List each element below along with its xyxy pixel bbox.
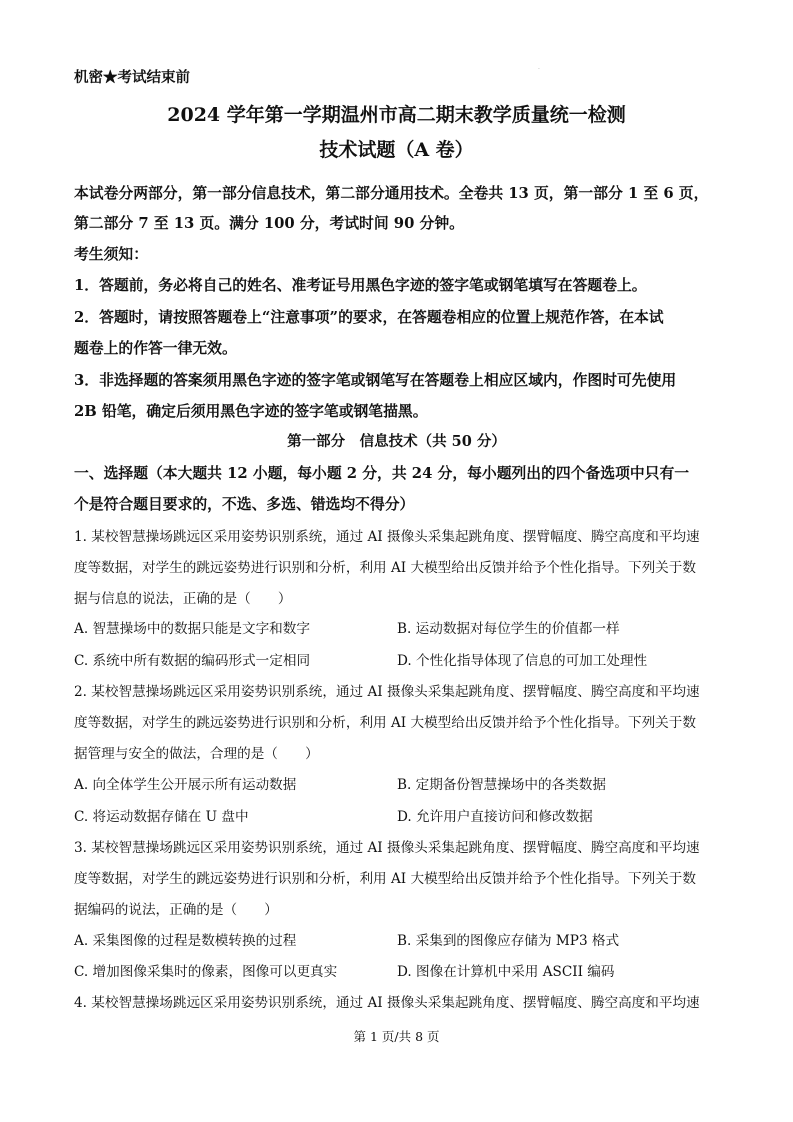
- exam-title: 2024 学年第一学期温州市高二期末教学质量统一检测: [167, 104, 626, 126]
- question-1-text: 据与信息的说法，正确的是（ ）: [74, 591, 292, 607]
- question-3-text: 度等数据，对学生的跳远姿势进行识别和分析，利用 AI 大模型给出反馈并给予个性化指导。下列关于数: [74, 871, 696, 887]
- question-3-option-c: C. 增加图像采集时的像素，图像可以更真实: [74, 964, 338, 980]
- question-3-option-d: D. 图像在计算机中采用 ASCII 编码: [397, 964, 615, 980]
- page-number: 第 1 页/共 8 页: [353, 1029, 440, 1044]
- scan-speck: ·: [538, 66, 540, 73]
- secret-label: 机密★考试结束前: [74, 69, 190, 86]
- question-1-text: 度等数据，对学生的跳远姿势进行识别和分析，利用 AI 大模型给出反馈并给予个性化指导。下列关于数: [74, 560, 696, 576]
- notice-item-cont: 2B 铅笔，确定后须用黑色字迹的签字笔或钢笔描黑。: [74, 403, 428, 420]
- question-2-option-d: D. 允许用户直接访问和修改数据: [397, 809, 593, 825]
- section-heading: 一、选择题（本大题共 12 小题，每小题 2 分，共 24 分，每小题列出的四个备选项中只有一: [74, 465, 690, 482]
- question-3-text: 3. 某校智慧操场跳远区采用姿势识别系统，通过 AI 摄像头采集起跳角度、摆臂幅度、腾空高度和平均速: [74, 840, 700, 856]
- notice-item-cont: 题卷上的作答一律无效。: [74, 340, 237, 357]
- notice-item: 3．非选择题的答案须用黑色字迹的签字笔或钢笔写在答题卷上相应区域内，作图时可先使用: [74, 372, 677, 389]
- question-2-text: 据管理与安全的做法，合理的是（ ）: [74, 746, 319, 762]
- question-1-option-d: D. 个性化指导体现了信息的可加工处理性: [397, 653, 648, 669]
- notice-item: 2．答题时，请按照答题卷上“注意事项”的要求，在答题卷相应的位置上规范作答，在本试: [74, 309, 664, 326]
- part-heading: 第一部分 信息技术（共 50 分）: [287, 433, 506, 450]
- question-3-option-a: A. 采集图像的过程是数模转换的过程: [74, 933, 297, 949]
- question-2-text: 度等数据，对学生的跳远姿势进行识别和分析，利用 AI 大模型给出反馈并给予个性化指导。下列关于数: [74, 715, 696, 731]
- question-1-option-a: A. 智慧操场中的数据只能是文字和数字: [74, 621, 310, 637]
- intro-line: 本试卷分两部分，第一部分信息技术，第二部分通用技术。全卷共 13 页，第一部分 1 至 6 页，: [74, 185, 709, 202]
- exam-subtitle: 技术试题（A 卷）: [319, 139, 474, 161]
- question-1-option-b: B. 运动数据对每位学生的价值都一样: [397, 621, 620, 637]
- section-heading-cont: 个是符合题目要求的，不选、多选、错选均不得分）: [74, 496, 415, 513]
- question-3-option-b: B. 采集到的图像应存储为 MP3 格式: [397, 933, 620, 949]
- question-2-text: 2. 某校智慧操场跳远区采用姿势识别系统，通过 AI 摄像头采集起跳角度、摆臂幅度、腾空高度和平均速: [74, 684, 700, 700]
- question-4-text: 4. 某校智慧操场跳远区采用姿势识别系统，通过 AI 摄像头采集起跳角度、摆臂幅度、腾空高度和平均速: [74, 995, 700, 1011]
- question-2-option-c: C. 将运动数据存储在 U 盘中: [74, 809, 249, 825]
- question-2-option-b: B. 定期备份智慧操场中的各类数据: [397, 777, 606, 793]
- question-3-text: 据编码的说法，正确的是（ ）: [74, 902, 278, 918]
- intro-line: 第二部分 7 至 13 页。满分 100 分，考试时间 90 分钟。: [74, 215, 464, 232]
- question-2-option-a: A. 向全体学生公开展示所有运动数据: [74, 777, 297, 793]
- notice-item: 1．答题前，务必将自己的姓名、准考证号用黑色字迹的签字笔或钢笔填写在答题卷上。: [74, 277, 647, 294]
- question-1-text: 1. 某校智慧操场跳远区采用姿势识别系统，通过 AI 摄像头采集起跳角度、摆臂幅度、腾空高度和平均速: [74, 529, 700, 545]
- question-1-option-c: C. 系统中所有数据的编码形式一定相同: [74, 653, 311, 669]
- notice-heading: 考生须知：: [74, 246, 148, 263]
